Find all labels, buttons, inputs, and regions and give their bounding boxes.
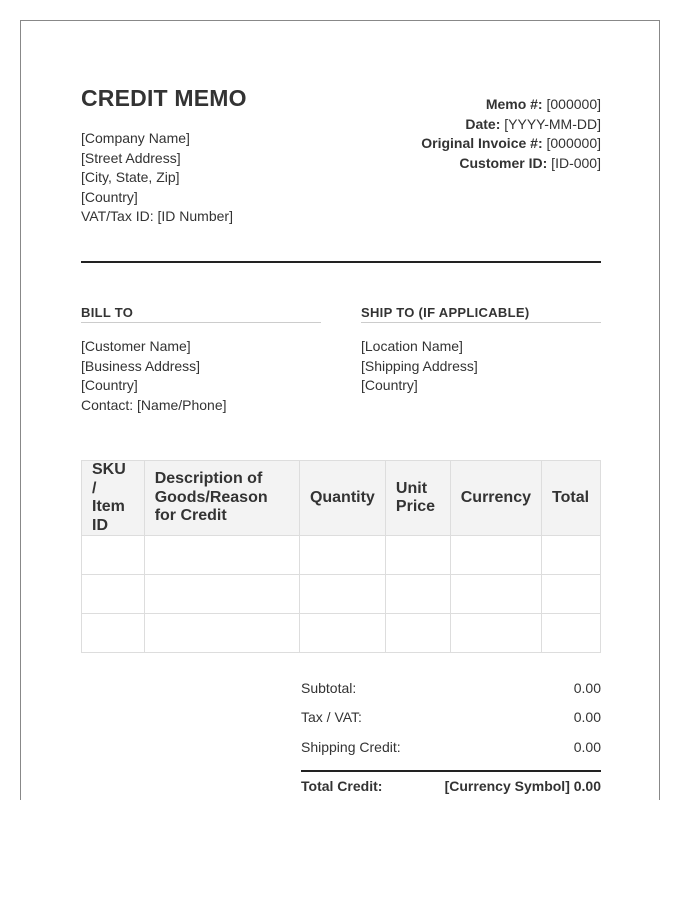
bill-to-block — [81, 337, 227, 415]
memo-date-value: [YYYY-MM-DD] — [500, 115, 601, 132]
ship-to-address: [Shipping Address] — [361, 357, 478, 374]
total-credit-row — [301, 770, 601, 794]
company-city: [City, State, Zip] — [81, 169, 180, 186]
column-header-sku: SKU / Item ID — [82, 461, 145, 536]
shipping-credit-value: 0.00 — [573, 738, 601, 755]
subtotal-label: Subtotal: — [301, 679, 357, 696]
original-invoice — [421, 134, 601, 154]
subtotal-value: 0.00 — [573, 679, 601, 696]
subtotal-row — [301, 673, 601, 703]
column-header-unit-price: Unit Price — [385, 461, 450, 536]
company-street: [Street Address] — [81, 149, 181, 166]
original-invoice-value: [000000] — [542, 135, 601, 152]
table-cell[interactable] — [299, 575, 385, 614]
shipping-credit-label: Shipping Credit: — [301, 738, 401, 755]
total-credit-value: [Currency Symbol] 0.00 — [444, 777, 601, 794]
table-cell[interactable] — [450, 614, 541, 653]
tax-value: 0.00 — [573, 709, 601, 726]
items-table — [81, 460, 601, 653]
table-cell[interactable] — [144, 614, 299, 653]
tax-label: Tax / VAT: — [301, 709, 362, 726]
table-cell[interactable] — [299, 536, 385, 575]
ship-to-block — [361, 337, 478, 396]
shipping-credit-row — [301, 732, 601, 762]
column-header-total: Total — [542, 461, 601, 536]
totals-block — [301, 673, 601, 794]
bill-to-address: [Business Address] — [81, 357, 201, 374]
column-header-quantity: Quantity — [299, 461, 385, 536]
bill-to-contact: Contact: [Name/Phone] — [81, 396, 227, 413]
table-cell[interactable] — [385, 536, 450, 575]
customer-id-label: Customer ID: — [459, 154, 548, 171]
memo-date-label: Date: — [465, 115, 501, 132]
column-header-description: Description of Goods/Reason for Credit — [144, 461, 299, 536]
bill-to-heading: BILL TO — [81, 305, 321, 323]
company-block — [81, 129, 233, 227]
table-cell[interactable] — [542, 536, 601, 575]
table-header-row — [82, 461, 601, 536]
ship-to-heading: SHIP TO (IF APPLICABLE) — [361, 305, 601, 323]
company-vat: VAT/Tax ID: [ID Number] — [81, 208, 233, 225]
table-cell[interactable] — [385, 575, 450, 614]
table-cell[interactable] — [82, 614, 145, 653]
memo-number — [421, 95, 601, 115]
table-row — [82, 614, 601, 653]
table-cell[interactable] — [82, 536, 145, 575]
page-title: CREDIT MEMO — [81, 85, 247, 111]
bill-to-name: [Customer Name] — [81, 338, 191, 354]
company-country: [Country] — [81, 188, 138, 205]
table-cell[interactable] — [144, 575, 299, 614]
original-invoice-label: Original Invoice #: — [421, 135, 543, 152]
memo-meta — [421, 95, 601, 173]
table-row — [82, 575, 601, 614]
total-credit-label: Total Credit: — [301, 777, 383, 794]
tax-row — [301, 703, 601, 733]
table-cell[interactable] — [299, 614, 385, 653]
memo-number-label: Memo #: — [485, 96, 543, 112]
table-cell[interactable] — [450, 575, 541, 614]
table-cell[interactable] — [82, 575, 145, 614]
bill-to-country: [Country] — [81, 377, 138, 394]
customer-id-value: [ID-000] — [547, 154, 601, 171]
memo-number-value: [000000] — [542, 96, 601, 112]
company-name: [Company Name] — [81, 130, 190, 146]
ship-to-location: [Location Name] — [361, 338, 463, 354]
column-header-currency: Currency — [450, 461, 541, 536]
table-cell[interactable] — [144, 536, 299, 575]
table-cell[interactable] — [542, 575, 601, 614]
table-row — [82, 536, 601, 575]
table-cell[interactable] — [450, 536, 541, 575]
ship-to-country: [Country] — [361, 377, 418, 394]
table-cell[interactable] — [542, 614, 601, 653]
table-cell[interactable] — [385, 614, 450, 653]
memo-date — [421, 115, 601, 135]
header-divider — [81, 261, 601, 263]
credit-memo-page — [20, 20, 660, 800]
customer-id — [421, 154, 601, 174]
